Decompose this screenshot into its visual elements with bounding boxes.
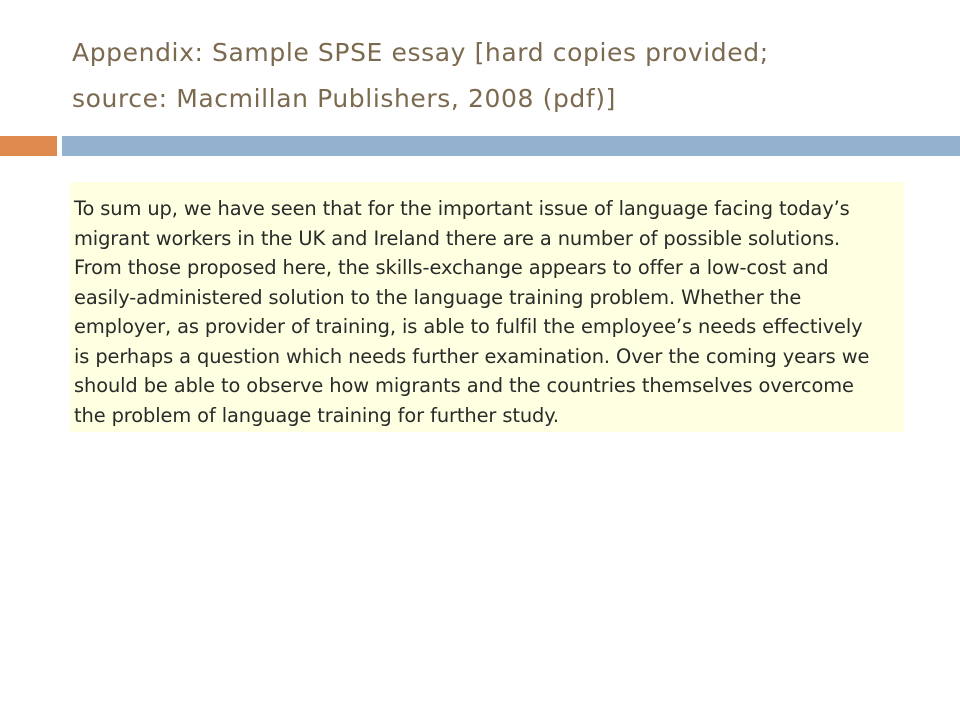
- accent-bar-blue: [62, 136, 960, 156]
- slide-title-line-2: source: Macmillan Publishers, 2008 (pdf)]: [72, 84, 616, 113]
- slide-title-line-1: Appendix: Sample SPSE essay [hard copies provided;: [72, 38, 769, 67]
- excerpt-line-7: should be able to observe how migrants and the countries themselves overcome: [74, 374, 854, 397]
- slide-title: [72, 30, 932, 122]
- excerpt-line-3: From those proposed here, the skills-exchange appears to offer a low-cost and: [74, 256, 829, 279]
- excerpt-line-2: migrant workers in the UK and Ireland there are a number of possible solutions.: [74, 226, 841, 250]
- excerpt-line-8: the problem of language training for further study.: [74, 403, 559, 427]
- excerpt-line-1: To sum up, we have seen that for the important issue of language facing today’s: [74, 197, 850, 220]
- excerpt-line-6: is perhaps a question which needs further examination. Over the coming years we: [74, 344, 870, 368]
- excerpt-line-5: employer, as provider of training, is able to fulfil the employee’s needs effectively: [74, 315, 863, 338]
- excerpt-line-4: easily-administered solution to the language training problem. Whether the: [74, 285, 802, 309]
- accent-bar-orange: [0, 136, 57, 156]
- essay-excerpt-image: [70, 182, 904, 432]
